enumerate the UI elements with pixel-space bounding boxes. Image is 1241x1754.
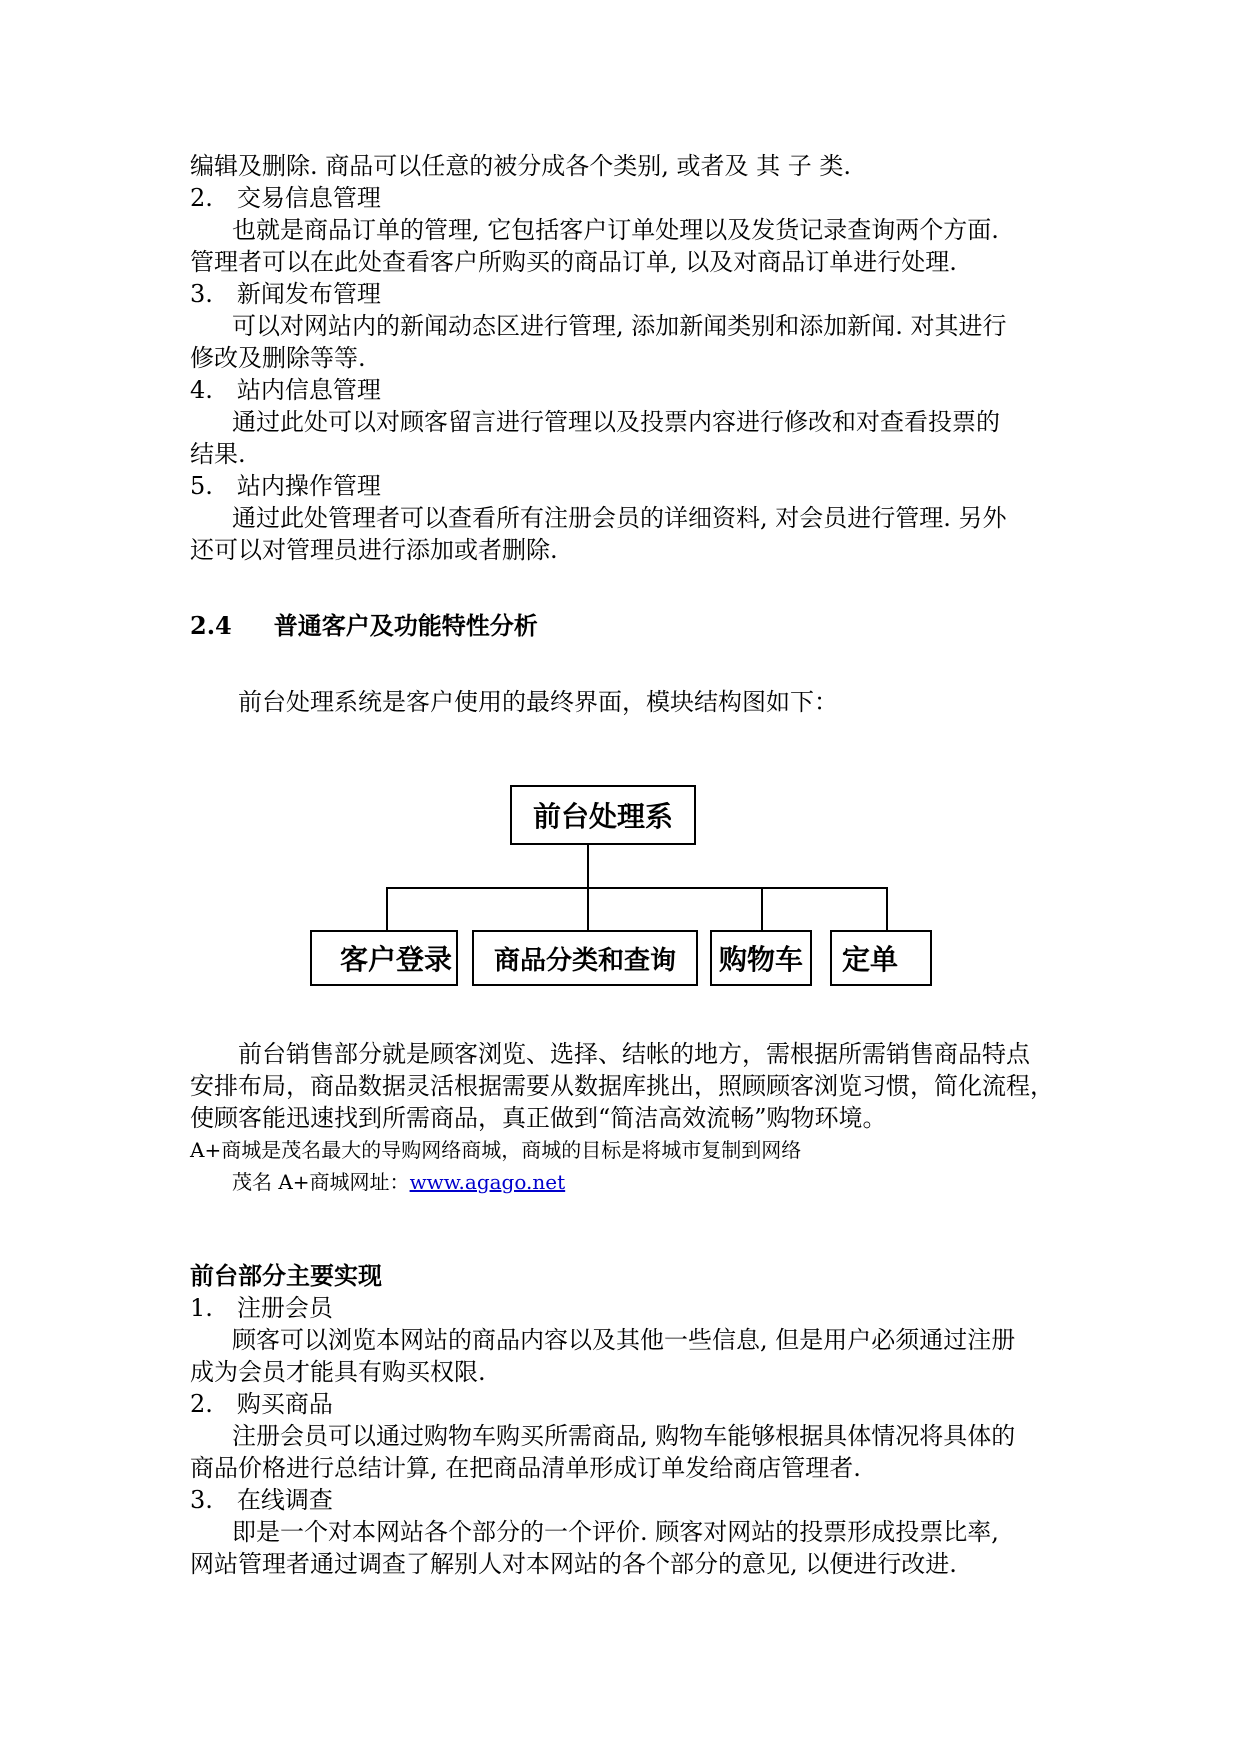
list-item-heading [190,1388,333,1420]
section-heading: 前台部分主要实现 [190,1261,382,1290]
list-item-heading [190,182,381,214]
list-item-heading [190,1484,333,1516]
list-number: 2. [190,184,213,212]
section-title: 普通客户及功能特性分析 [273,611,538,640]
paragraph-line: 也就是商品订单的管理, 它包括客户订单处理以及发货记录查询两个方面. [232,216,999,244]
paragraph-line: 修改及删除等等. [190,344,366,372]
paragraph-line: 结果. [190,440,246,468]
paragraph-line: 网站管理者通过调查了解别人对本网站的各个部分的意见, 以便进行改进. [190,1550,957,1578]
note-line: A+商城是茂名最大的导购网络商城，商城的目标是将城市复制到网络 [190,1138,802,1162]
list-number: 5. [190,472,213,500]
paragraph-line: 还可以对管理员进行添加或者删除. [190,536,558,564]
list-title: 新闻发布管理 [236,280,381,308]
connector-line [761,887,763,930]
list-title: 交易信息管理 [236,184,381,212]
paragraph-line: 商品价格进行总结计算, 在把商品清单形成订单发给商店管理者. [190,1454,861,1482]
list-title: 购买商品 [236,1390,333,1418]
connector-line [886,887,888,930]
website-link[interactable]: www.agago.net [409,1170,566,1194]
list-title: 站内信息管理 [236,376,381,404]
list-title: 注册会员 [236,1294,333,1322]
list-title: 站内操作管理 [236,472,381,500]
paragraph-line: 前台销售部分就是顾客浏览、选择、结帐的地方，需根据所需销售商品特点 [238,1040,1030,1068]
diagram-node-category-search: 商品分类和查询 [472,930,698,986]
list-number: 4. [190,376,213,404]
section-number: 2.4 [190,611,232,640]
list-item-heading [190,1292,333,1324]
list-title: 在线调查 [236,1486,333,1514]
diagram-node-customer-login: 客户登录 [310,930,458,986]
paragraph-line: 管理者可以在此处查看客户所购买的商品订单, 以及对商品订单进行处理. [190,248,957,276]
list-number: 3. [190,280,213,308]
diagram-node-order: 定单 [830,930,932,986]
paragraph-line: 即是一个对本网站各个部分的一个评价. 顾客对网站的投票形成投票比率, [232,1518,999,1546]
paragraph-line: 可以对网站内的新闻动态区进行管理, 添加新闻类别和添加新闻. 对其进行 [232,312,1007,340]
list-item-heading [190,278,381,310]
paragraph-line: 成为会员才能具有购买权限. [190,1358,486,1386]
connector-line [587,845,589,887]
paragraph-line: 通过此处可以对顾客留言进行管理以及投票内容进行修改和对查看投票的 [232,408,1000,436]
list-number: 1. [190,1294,213,1322]
diagram-root-node: 前台处理系 [510,785,696,845]
url-line [232,1166,565,1198]
paragraph-line: 注册会员可以通过购物车购买所需商品, 购物车能够根据具体情况将具体的 [232,1422,1016,1450]
paragraph-line: 使顾客能迅速找到所需商品，真正做到“简洁高效流畅”购物环境。 [190,1104,887,1132]
paragraph-line: 编辑及删除. 商品可以任意的被分成各个类别, 或者及 其 子 类. [190,152,852,180]
url-label: 茂名 A+商城网址： [232,1170,410,1194]
diagram-node-shopping-cart: 购物车 [710,930,812,986]
list-number: 3. [190,1486,213,1514]
connector-line [386,887,888,889]
list-number: 2. [190,1390,213,1418]
list-item-heading [190,470,381,502]
section-heading [190,610,538,642]
paragraph-line: 安排布局，商品数据灵活根据需要从数据库挑出，照顾顾客浏览习惯，简化流程， [190,1072,1054,1100]
section-intro: 前台处理系统是客户使用的最终界面，模块结构图如下： [238,688,838,716]
paragraph-line: 顾客可以浏览本网站的商品内容以及其他一些信息, 但是用户必须通过注册 [232,1326,1016,1354]
paragraph-line: 通过此处管理者可以查看所有注册会员的详细资料, 对会员进行管理. 另外 [232,504,1007,532]
connector-line [386,887,388,930]
list-item-heading [190,374,381,406]
connector-line [587,887,589,930]
